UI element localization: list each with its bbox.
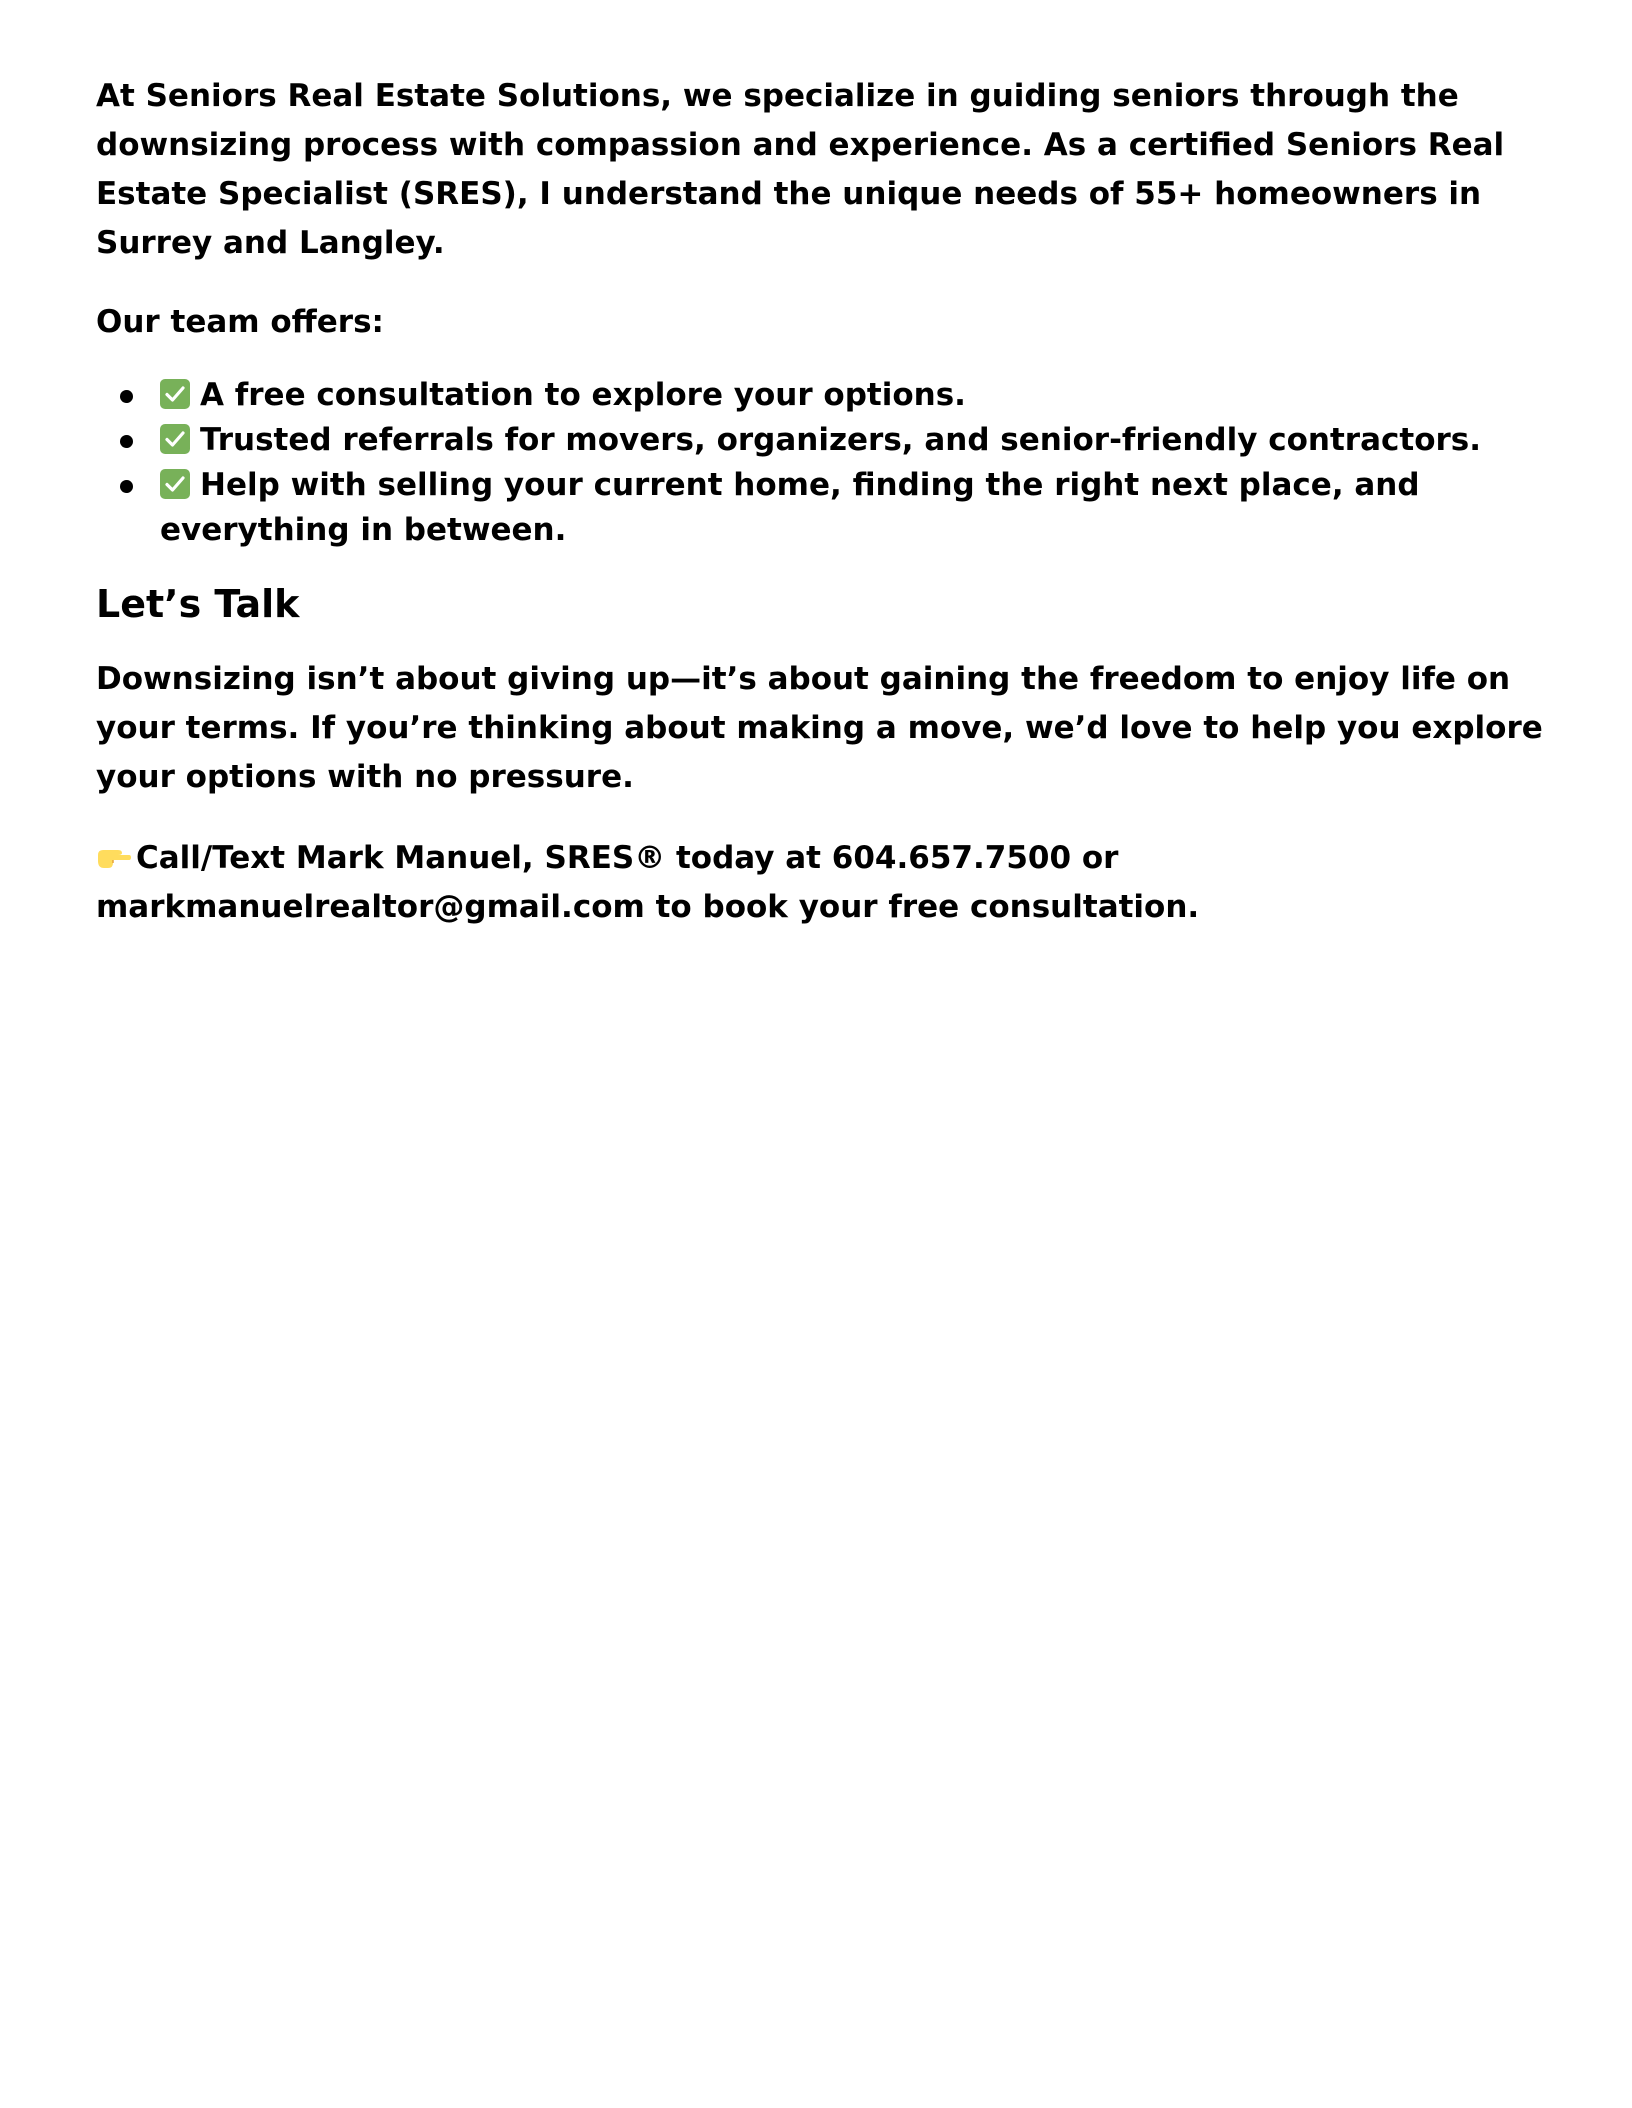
list-item xyxy=(96,463,1556,553)
bullet-icon xyxy=(120,480,133,493)
check-mark-icon xyxy=(160,469,190,499)
section-heading: Let’s Talk xyxy=(96,582,300,626)
talk-paragraph: Downsizing isn’t about giving up—it’s about gaining the freedom to enjoy life on your terms. If you’re thinking about making a move, we’d love to help you explore your options with no pressure. xyxy=(96,661,1543,795)
list-item xyxy=(96,418,1556,463)
bullet-icon xyxy=(120,390,133,403)
intro-paragraph: At Seniors Real Estate Solutions, we specialize in guiding seniors through the downsizing process with compassion and experience. As a certified Seniors Real Estate Specialist (SRES), I understand the unique needs of 55+ homeowners in Surrey and Langley. xyxy=(96,78,1505,261)
document-page xyxy=(96,72,1556,932)
contact-text: Call/Text Mark Manuel, SRES® today at 604.657.7500 or markmanuelrealtor@gmail.com to book your free consultation. xyxy=(96,840,1200,925)
offer-list xyxy=(96,373,1556,553)
check-mark-icon xyxy=(160,379,190,409)
offer-text: A free consultation to explore your options. xyxy=(200,377,966,413)
list-item xyxy=(96,373,1556,418)
bullet-icon xyxy=(120,435,133,448)
offer-text: Help with selling your current home, finding the right next place, and everything in between. xyxy=(160,467,1420,548)
offers-lead: Our team offers: xyxy=(96,304,384,340)
contact-paragraph xyxy=(96,834,1556,932)
offer-text: Trusted referrals for movers, organizers, and senior-friendly contractors. xyxy=(200,422,1482,458)
pointing-hand-icon xyxy=(96,837,132,865)
check-mark-icon xyxy=(160,424,190,454)
